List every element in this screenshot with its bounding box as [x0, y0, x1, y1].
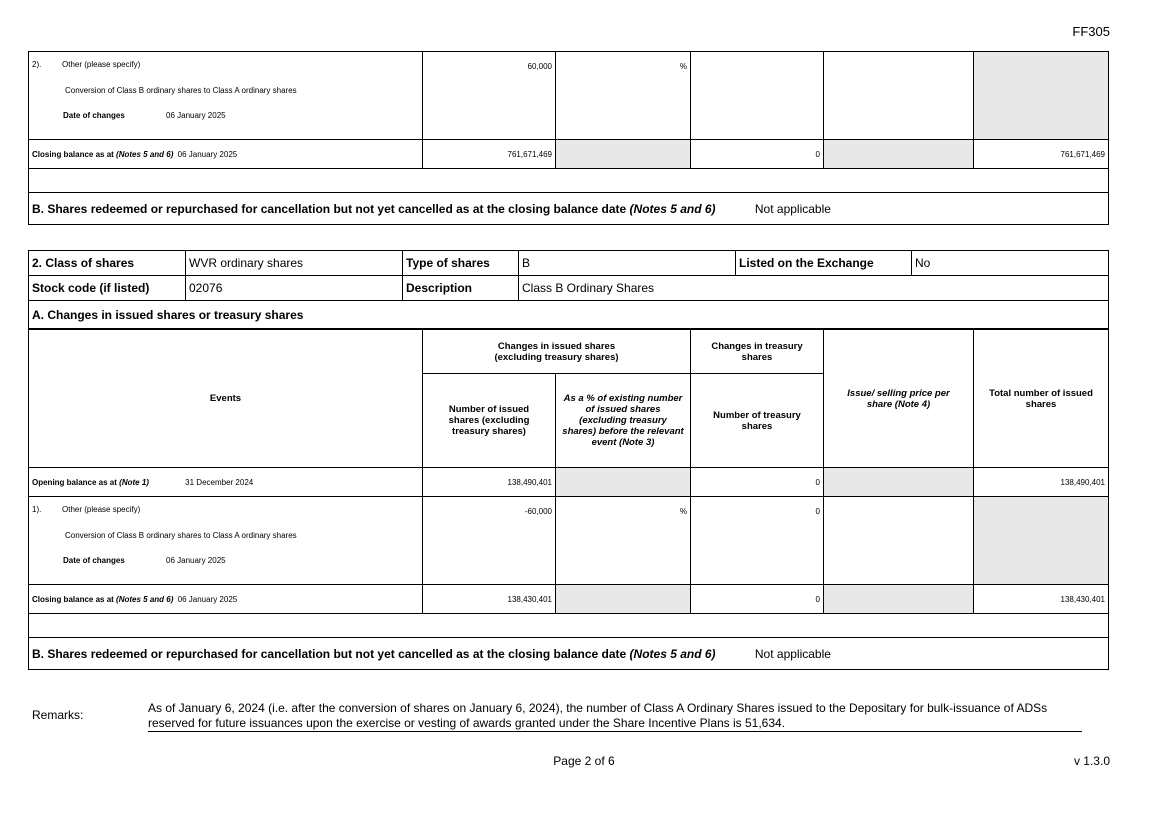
opening-balance-row	[29, 468, 1109, 497]
closing-treasury: 0	[691, 140, 824, 169]
event-issued-shares: -60,000	[423, 497, 556, 585]
closing-balance-row	[29, 585, 1109, 614]
section-b-label: B. Shares redeemed or repurchased for cancellation but not yet cancelled as at the closing balance date	[32, 646, 627, 661]
date-of-changes-label: Date of changes	[63, 111, 125, 120]
listed-value: No	[912, 251, 1109, 276]
type-of-shares-value: B	[519, 251, 736, 276]
section-b-notes: (Notes 5 and 6)	[629, 201, 716, 216]
event-row-1	[29, 497, 1109, 585]
issued-group-header: Changes in issued shares (excluding treasury shares)	[423, 330, 691, 374]
num-treasury-header: Number of treasury shares	[691, 374, 824, 468]
event-type: Other (please specify)	[62, 60, 141, 69]
closing-notes: (Notes 5 and 6)	[116, 149, 174, 159]
section-a-label: A. Changes in issued shares or treasury shares	[29, 301, 1109, 329]
closing-issued: 761,671,469	[423, 140, 556, 169]
event-percent: %	[556, 52, 691, 140]
class-info-table	[28, 250, 1109, 329]
type-of-shares-label: Type of shares	[403, 251, 519, 276]
closing-label: Closing balance as at	[32, 149, 114, 159]
closing-issued: 138,430,401	[423, 585, 556, 614]
remarks-label: Remarks:	[32, 708, 84, 722]
page-number: Page 2 of 6	[553, 754, 615, 768]
treasury-group-header: Changes in treasury shares	[691, 330, 824, 374]
closing-label: Closing balance as at	[32, 594, 114, 604]
event-row-2	[29, 52, 1109, 140]
closing-notes: (Notes 5 and 6)	[116, 594, 174, 604]
num-issued-header: Number of issued shares (excluding treasury shares)	[423, 374, 556, 468]
stock-code-value: 02076	[186, 276, 403, 301]
opening-total: 138,490,401	[974, 468, 1109, 497]
description-label: Description	[403, 276, 519, 301]
description-value: Class B Ordinary Shares	[519, 276, 1109, 301]
closing-total: 138,430,401	[974, 585, 1109, 614]
date-of-changes-label: Date of changes	[63, 556, 125, 565]
version: v 1.3.0	[1073, 754, 1110, 768]
total-header: Total number of issued shares	[974, 330, 1109, 468]
closing-total: 761,671,469	[974, 140, 1109, 169]
section-b-notes: (Notes 5 and 6)	[629, 646, 716, 661]
remarks-text: As of January 6, 2024 (i.e. after the conversion of shares on January 6, 2024), the number of Class A Ordinary Shares issued to the Depositary for bulk-issuance of ADSs reserved for future issuances upon the exercise or vesting of awards granted under the Share Incentive Plans is 51,634.	[148, 701, 1082, 732]
class-of-shares-label: 2. Class of shares	[29, 251, 186, 276]
events-header: Events	[29, 330, 423, 468]
section1-continuation-table	[28, 51, 1109, 225]
shaded-cell	[974, 52, 1109, 140]
event-number: 1).	[32, 505, 42, 514]
event-type: Other (please specify)	[62, 505, 141, 514]
section-b-value: Not applicable	[754, 201, 831, 216]
class-of-shares-value: WVR ordinary shares	[186, 251, 403, 276]
closing-date: 06 January 2025	[177, 594, 238, 604]
opening-notes: (Note 1)	[119, 477, 149, 487]
event-description: Conversion of Class B ordinary shares to Class A ordinary shares	[65, 531, 297, 540]
section-b-row	[29, 193, 1109, 225]
opening-treasury: 0	[691, 468, 824, 497]
closing-date: 06 January 2025	[177, 149, 238, 159]
opening-date: 31 December 2024	[185, 477, 254, 487]
stock-code-label: Stock code (if listed)	[29, 276, 186, 301]
form-code: FF305	[1072, 24, 1110, 39]
event-issued-shares: 60,000	[423, 52, 556, 140]
date-of-changes-value: 06 January 2025	[166, 556, 226, 565]
event-treasury: 0	[691, 497, 824, 585]
section-b-value: Not applicable	[754, 646, 831, 661]
section-b-label: B. Shares redeemed or repurchased for cancellation but not yet cancelled as at the closing balance date	[32, 201, 627, 216]
date-of-changes-value: 06 January 2025	[166, 111, 226, 120]
pct-header: As a % of existing number of issued shares (excluding treasury shares) before the relevant event (Note 3)	[556, 374, 691, 468]
price-header: Issue/ selling price per share (Note 4)	[824, 330, 974, 468]
opening-label: Opening balance as at	[32, 477, 117, 487]
closing-balance-row	[29, 140, 1109, 169]
event-percent: %	[556, 497, 691, 585]
section-b-row	[29, 638, 1109, 670]
event-description: Conversion of Class B ordinary shares to Class A ordinary shares	[65, 86, 297, 95]
listed-label: Listed on the Exchange	[736, 251, 912, 276]
event-number: 2).	[32, 60, 42, 69]
opening-issued: 138,490,401	[423, 468, 556, 497]
closing-treasury: 0	[691, 585, 824, 614]
changes-table	[28, 329, 1109, 670]
